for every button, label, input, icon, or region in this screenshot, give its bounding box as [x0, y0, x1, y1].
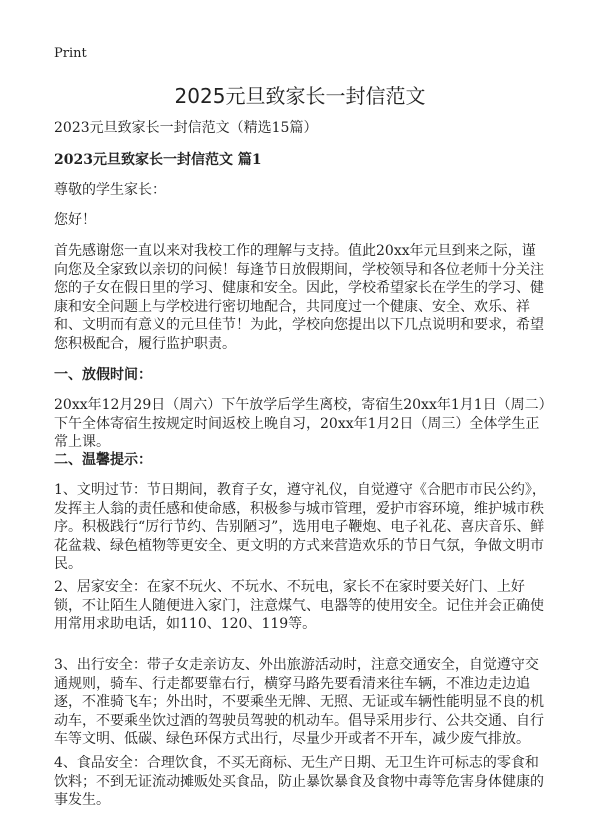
section2-heading: 二、温馨提示：: [54, 452, 152, 468]
tip-item: 1、文明过节：节日期间，教育子女，遵守礼仪，自觉遵守《合肥市市民公约》，发挥主人翁的责任感和使命感，积极参与城市管理，爱护市容环境，维护城市秩序。积极践行“厉行节约、告别陋习”，选用电子鞭炮、电子礼花、喜庆音乐、鲜花盆栽、绿色植物等更安全、更文明的方式来营造欢乐的节日气氛，争做文明市民。: [54, 482, 546, 572]
intro-paragraph: 首先感谢您一直以来对我校工作的理解与支持。值此20xx年元旦到来之际，谨向您及全家致以亲切的问候！每逢节日放假期间，学校领导和各位老师十分关注您的子女在假日里的学习、健康和安全。因此，学校希望家长在学生的学习、健康和安全问题上与学校进行密切地配合，共同度过一个健康、安全、欢乐、祥和、文明而有意义的元旦佳节！为此，学校向您提出以下几点说明和要求，希望您积极配合，履行监护职责。: [54, 243, 544, 352]
tip-item: 2、居家安全：在家不玩火、不玩水、不玩电，家长不在家时要关好门、上好锁，不让陌生人随便进入家门，注意煤气、电器等的使用安全。记住并会正确使用常用求助电话，如110、120、119等。: [54, 579, 544, 632]
article-heading: 2023元旦致家长一封信范文 篇1: [54, 152, 262, 168]
print-link[interactable]: Print: [54, 46, 87, 61]
greeting: 您好！: [54, 212, 96, 228]
section1-text: 20xx年12月29日（周六）下午放学后学生离校，寄宿生20xx年1月1日（周二）下午全体寄宿生按规定时间返校上晚自习，20xx年1月2日（周三）全体学生正常上课。: [54, 397, 546, 450]
tip-item: 3、出行安全：带子女走亲访友、外出旅游活动时，注意交通安全，自觉遵守交通规则，骑车、行走都要靠右行，横穿马路先要看清来往车辆，不准边走边追逐，不准骑飞车；外出时，不要乘坐无牌、无照、无证或车辆性能明显不良的机动车，不要乘坐饮过酒的驾驶员驾驶的机动车。倡导采用步行、公共交通、自行车等文明、低碳、绿色环保方式出行，尽量少开或者不开车，减少废气排放。: [54, 657, 544, 747]
tip-item: 4、食品安全：合理饮食，不买无商标、无生产日期、无卫生许可标志的零食和饮料；不到无证流动摊贩处买食品，防止暴饮暴食及食物中毒等危害身体健康的事发生。: [54, 755, 544, 808]
subtitle: 2023元旦致家长一封信范文（精选15篇）: [54, 120, 318, 136]
section1-heading: 一、放假时间：: [54, 367, 152, 383]
page-title: 2025元旦致家长一封信范文: [174, 84, 426, 108]
salutation: 尊敬的学生家长：: [54, 182, 166, 198]
